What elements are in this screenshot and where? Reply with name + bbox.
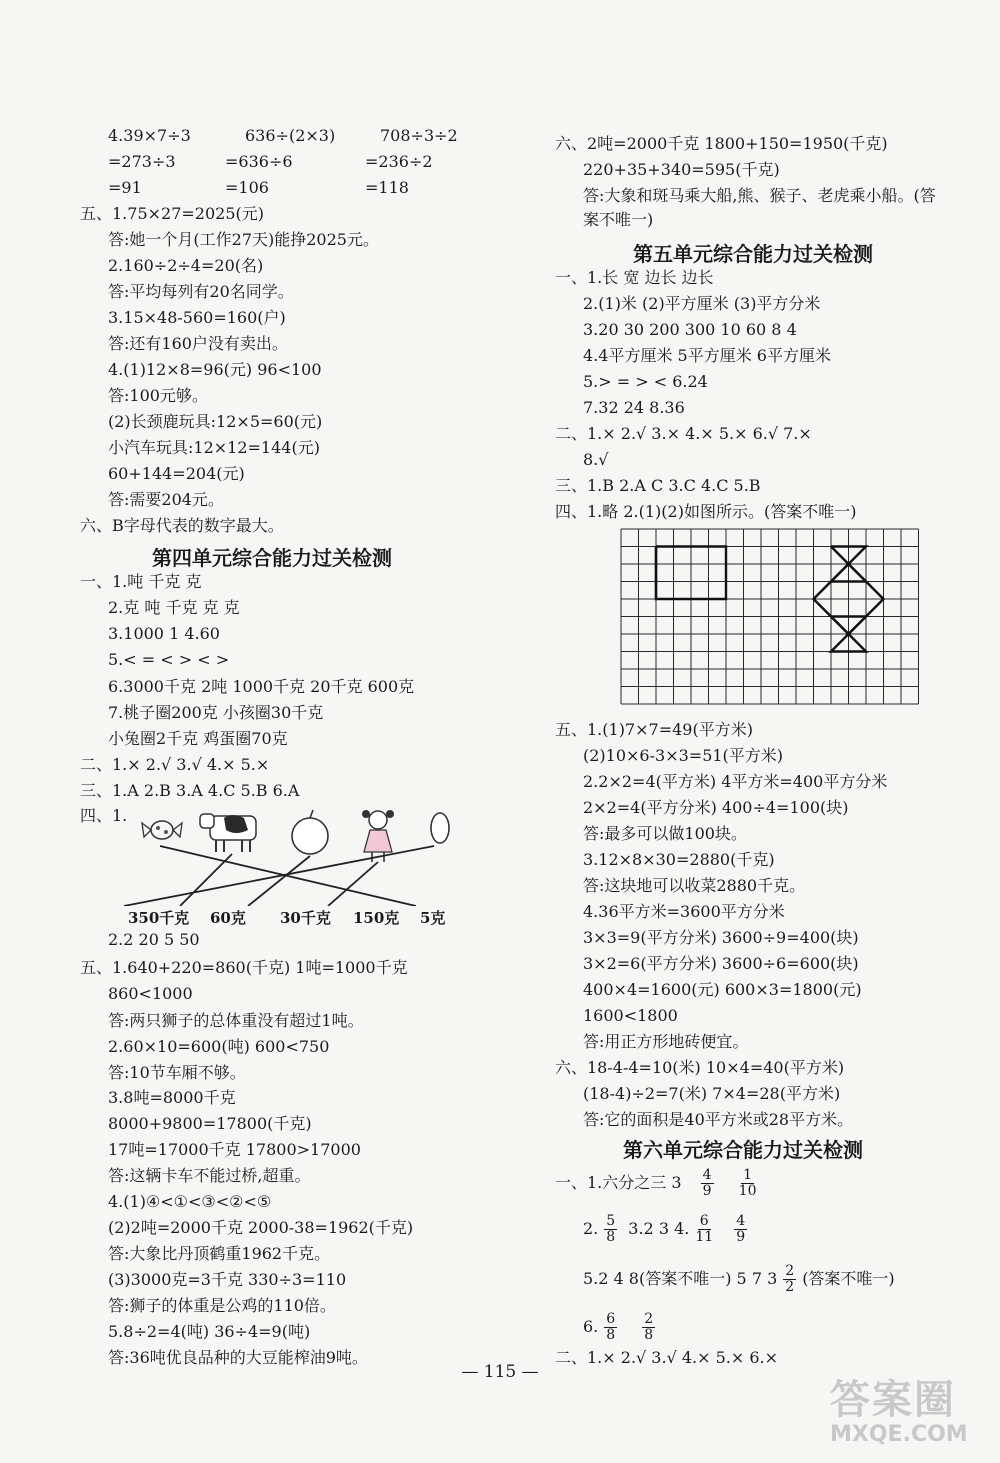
text-line: (2)10×6-3×3=51(平方米): [583, 746, 784, 765]
text-line: 答:它的面积是40平方米或28平方米。: [583, 1110, 854, 1129]
fraction: $\frac{6}{8}$: [606, 1311, 616, 1343]
text-line: 答:这辆卡车不能过桥,超重。: [108, 1166, 311, 1185]
fraction-line: 一、1.六分之三 3 $\frac{4}{9}$ $\frac{1}{10}$: [555, 1167, 757, 1199]
text-line: 一、1.长 宽 边长 边长: [555, 268, 714, 287]
text-line: 3.20 30 200 300 10 60 8 4: [583, 320, 797, 339]
page-number: — 115 —: [461, 1362, 539, 1382]
text-line: 8.√: [583, 450, 609, 469]
text-line: 答:大象和斑马乘大船,熊、猴子、老虎乘小船。(答: [583, 186, 936, 205]
text-line: 4.(1)12×8=96(元) 96<100: [108, 360, 322, 379]
text-line: =273÷3: [108, 152, 176, 171]
weight-label: 30千克: [280, 909, 331, 927]
fraction: $\frac{4}{9}$: [702, 1167, 712, 1199]
text-line: =636÷6: [225, 152, 293, 171]
text-line: 5.> = > < 6.24: [583, 372, 708, 391]
text-line: 案不唯一): [583, 210, 654, 229]
text-line: 三、1.B 2.A C 3.C 4.C 5.B: [555, 476, 761, 495]
text-line: 答:她一个月(工作27天)能挣2025元。: [108, 230, 379, 249]
text-line: 3×2=6(平方分米) 3600÷6=600(块): [583, 954, 859, 973]
text-line: 答:平均每列有20名同学。: [108, 282, 294, 301]
text-line: 答:这块地可以收菜2880千克。: [583, 876, 806, 895]
text-line: 答:10节车厢不够。: [108, 1063, 246, 1082]
egg-icon: [431, 813, 449, 843]
text-line: 答:用正方形地砖便宜。: [583, 1032, 749, 1051]
text-line: 四、1.略 2.(1)(2)如图所示。(答案不唯一): [555, 502, 857, 521]
text-line: 六、2吨=2000千克 1800+150=1950(千克): [555, 134, 888, 153]
text-line: 答:最多可以做100块。: [583, 824, 747, 843]
text-line: 2.160÷2÷4=20(名): [108, 256, 264, 275]
text-line: 5.8÷2=4(吨) 36÷4=9(吨): [108, 1322, 311, 1341]
text-line: 小兔圈2千克 鸡蛋圈70克: [108, 729, 288, 748]
text-line: 3×3=9(平方分米) 3600÷9=400(块): [583, 928, 859, 947]
text-line: 四、1.: [80, 806, 128, 825]
text-line: (2)长颈鹿玩具:12×5=60(元): [108, 412, 323, 431]
cow-icon: [200, 814, 256, 852]
candy-icon: [142, 821, 182, 839]
text-line: 6.3000千克 2吨 1000千克 20千克 600克: [108, 677, 415, 696]
weight-label: 350千克: [128, 909, 190, 927]
section-heading-unit6: 第六单元综合能力过关检测: [623, 1138, 863, 1162]
text-line: 2.(1)米 (2)平方厘米 (3)平方分米: [583, 294, 821, 313]
text-line: 60+144=204(元): [108, 464, 245, 483]
text-line: 答:大象比丹顶鹤重1962千克。: [108, 1244, 331, 1263]
weight-label: 5克: [420, 909, 446, 927]
text-line: 六、B字母代表的数字最大。: [80, 516, 284, 535]
text-line: 2×2=4(平方分米) 400÷4=100(块): [583, 798, 849, 817]
text-line: =106: [225, 178, 269, 197]
fraction: $\frac{5}{8}$: [606, 1213, 616, 1245]
text-line: 3.12×8×30=2880(千克): [583, 850, 775, 869]
text-line: 860<1000: [108, 984, 193, 1003]
text-line: 2.60×10=600(吨) 600<750: [108, 1037, 330, 1056]
square-grid-figure: [620, 528, 920, 710]
text-line: 答:两只狮子的总体重没有超过1吨。: [108, 1011, 364, 1030]
fraction: $\frac{6}{11}$: [695, 1213, 714, 1245]
fraction-line: 5.2 4 8(答案不唯一) 5 7 3 $\frac{2}{2}$ (答案不唯一): [583, 1263, 895, 1295]
text-line: 4.39×7÷3: [108, 126, 191, 145]
text-line: (2)2吨=2000千克 2000-38=1962(千克): [108, 1218, 414, 1237]
text-line: 3.15×48-560=160(户): [108, 308, 286, 327]
matching-illustration: [120, 806, 500, 906]
text-line: 7.32 24 8.36: [583, 398, 685, 417]
text-line: 2.2 20 5 50: [108, 930, 200, 949]
text-line: 答:36吨优良品种的大豆能榨油9吨。: [108, 1348, 368, 1367]
text-line: 1600<1800: [583, 1006, 678, 1025]
watermark-logo: 答案圈 MXQE.COM: [830, 1377, 968, 1447]
text-line: =236÷2: [365, 152, 433, 171]
text-line: =91: [108, 178, 142, 197]
text-line: 答:100元够。: [108, 386, 208, 405]
text-line: 一、1.吨 千克 克: [80, 572, 202, 591]
fraction: $\frac{4}{9}$: [736, 1213, 746, 1245]
text-line: 708÷3÷2: [380, 126, 458, 145]
text-line: 五、1.640+220=860(千克) 1吨=1000千克: [80, 958, 408, 977]
text-line: 小汽车玩具:12×12=144(元): [108, 438, 320, 457]
section-heading-unit5: 第五单元综合能力过关检测: [633, 242, 873, 266]
weight-label: 60克: [210, 909, 246, 927]
fraction-line: 6. $\frac{6}{8}$ $\frac{2}{8}$: [583, 1311, 654, 1343]
text-line: 2.克 吨 千克 克 克: [108, 598, 240, 617]
fraction-line: 2. $\frac{5}{8}$ 3.2 3 4. $\frac{6}{11}$ $\frac{4}{9}$: [583, 1213, 746, 1245]
text-line: 答:狮子的体重是公鸡的110倍。: [108, 1296, 336, 1315]
section-heading-unit4: 第四单元综合能力过关检测: [152, 546, 392, 570]
text-line: 答:还有160户没有卖出。: [108, 334, 288, 353]
text-line: 3.8吨=8000千克: [108, 1088, 236, 1107]
text-line: 5.< = < > < >: [108, 650, 230, 669]
text-line: 二、1.× 2.√ 3.√ 4.× 5.×: [80, 755, 270, 774]
text-line: 二、1.× 2.√ 3.× 4.× 5.× 6.√ 7.×: [555, 424, 812, 443]
text-line: 220+35+340=595(千克): [583, 160, 780, 179]
text-line: 五、1.75×27=2025(元): [80, 204, 265, 223]
text-line: 17吨=17000千克 17800>17000: [108, 1140, 361, 1159]
text-line: (3)3000克=3千克 330÷3=110: [108, 1270, 347, 1289]
text-line: 三、1.A 2.B 3.A 4.C 5.B 6.A: [80, 781, 300, 800]
text-line: 4.4平方厘米 5平方厘米 6平方厘米: [583, 346, 831, 365]
text-line: 答:需要204元。: [108, 490, 224, 509]
text-line: 二、1.× 2.√ 3.√ 4.× 5.× 6.×: [555, 1348, 779, 1367]
fraction: $\frac{2}{2}$: [785, 1263, 795, 1295]
text-line: 3.1000 1 4.60: [108, 624, 220, 643]
text-line: 五、1.(1)7×7=49(平方米): [555, 720, 753, 739]
text-line: 4.36平方米=3600平方分米: [583, 902, 785, 921]
text-line: 7.桃子圈200克 小孩圈30千克: [108, 703, 324, 722]
text-line: 六、18-4-4=10(米) 10×4=40(平方米): [555, 1058, 845, 1077]
weight-label: 150克: [353, 909, 400, 927]
text-line: =118: [365, 178, 409, 197]
fraction: $\frac{1}{10}$: [738, 1167, 757, 1199]
text-line: 400×4=1600(元) 600×3=1800(元): [583, 980, 862, 999]
text-line: 8000+9800=17800(千克): [108, 1114, 312, 1133]
text-line: 4.(1)④<①<③<②<⑤: [108, 1192, 272, 1211]
text-line: (18-4)÷2=7(米) 7×4=28(平方米): [583, 1084, 841, 1103]
matching-lines: [124, 846, 434, 906]
text-line: 2.2×2=4(平方米) 4平方米=400平方分米: [583, 772, 888, 791]
apple-icon: [292, 810, 328, 854]
text-line: 636÷(2×3): [245, 126, 336, 145]
fraction: $\frac{2}{8}$: [644, 1311, 654, 1343]
